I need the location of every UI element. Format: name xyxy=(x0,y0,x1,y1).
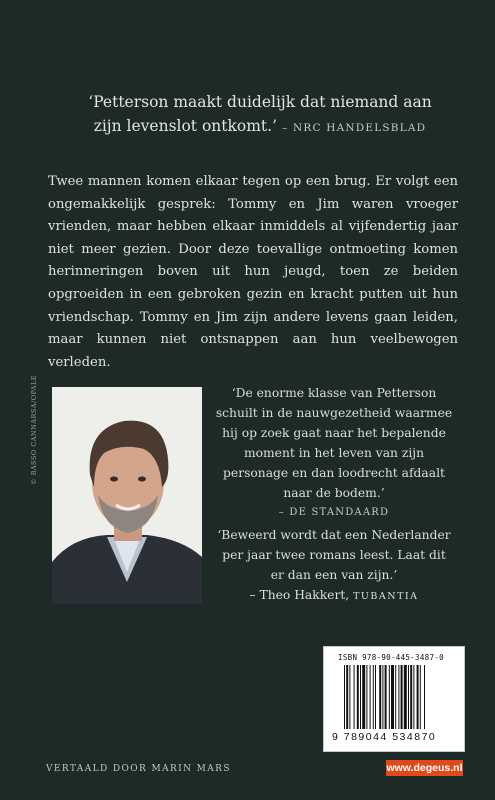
review-quote-outlet: TUBANTIA xyxy=(353,591,419,602)
review-quote-text: ‘Beweerd wordt dat een Nederlander per jaar twee romans leest. Laat dit er dan een van zijn.’ xyxy=(217,528,451,582)
translator-credit: VERTAALD DOOR MARIN MARS xyxy=(46,764,231,774)
publisher-website[interactable]: www.degeus.nl xyxy=(386,762,463,774)
isbn-barcode xyxy=(323,646,465,752)
isbn-label: ISBN 978-90-445-3487-0 xyxy=(338,653,444,662)
featured-review-quote xyxy=(70,90,450,140)
review-quote-standaard xyxy=(214,383,454,523)
barcode-digits: 9 789044 534870 xyxy=(332,731,437,743)
featured-quote-line-1: ‘Petterson maakt duidelijk dat niemand aan xyxy=(88,93,432,111)
review-quote-source: – DE STANDAARD xyxy=(278,507,390,518)
featured-quote-line-2-wrap xyxy=(70,114,450,140)
review-quote-text: ‘De enorme klasse van Petterson schuilt in de nauwgezetheid waarmee hij op zoek gaat naar het bepalende moment in het leven van zijn personage en dan loodrecht afdaalt naar de bodem.’ xyxy=(215,386,453,500)
photo-credit: © BASSO CANNARSA/OPALE xyxy=(30,374,38,485)
barcode-bars xyxy=(344,665,456,729)
blurb-text: Twee mannen komen elkaar tegen op een brug. Er volgt een ongemakkelijk gesprek: Tommy en Jim waren vroeger vrienden, maar hebben elkaar inmiddels al vijfendertig jaar niet meer gezien. Door deze toevallige ontmoeting komen herinneringen boven uit hun jeugd, toen ze beiden opgroeiden in een gebroken gezin en kracht putten uit hun vriendschap. Tommy en Jim zijn andere levens gaan leiden, maar kunnen niet ontsnappen aan hun veelbewogen verleden. xyxy=(48,174,458,370)
review-quote-attribution xyxy=(214,585,454,607)
author-portrait-illustration xyxy=(52,387,202,604)
author-photo xyxy=(52,387,202,604)
review-quote-author: – Theo Hakkert, xyxy=(249,588,350,602)
review-quote-tubantia xyxy=(214,525,454,607)
featured-quote-source: – NRC HANDELSBLAD xyxy=(281,122,427,134)
book-blurb xyxy=(48,171,458,374)
featured-quote-line-2: zijn levenslot ontkomt.’ xyxy=(93,117,278,135)
